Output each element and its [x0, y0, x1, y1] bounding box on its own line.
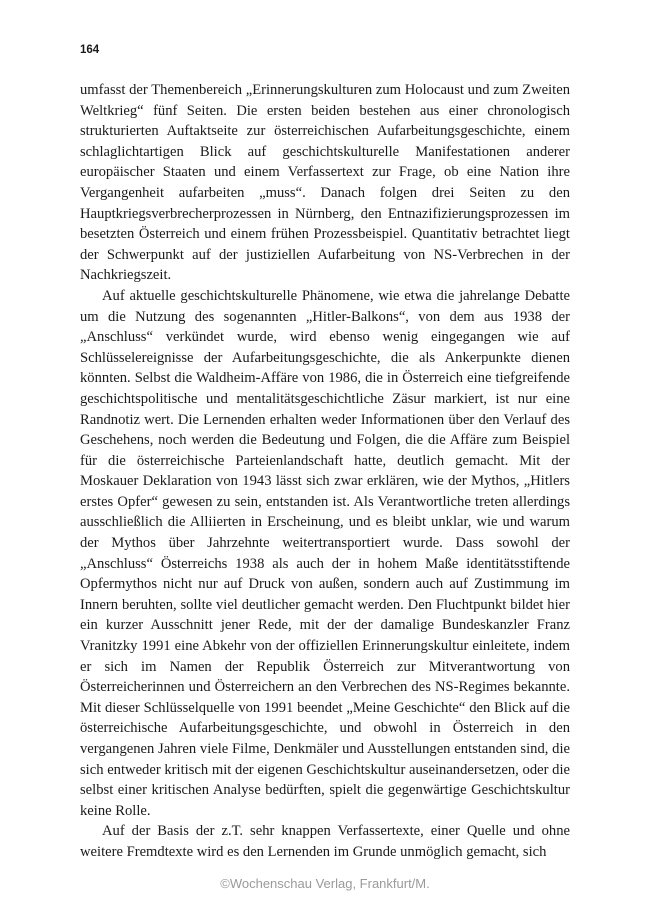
copyright-footer: ©Wochenschau Verlag, Frankfurt/M.: [220, 876, 430, 891]
paragraph-2: Auf aktuelle geschichtskulturelle Phänomene, wie etwa die jahrelange Debatte um die Nutzung des sogenannten „Hitler-Balkons“, von dem aus 1938 der „Anschluss“ verkündet wurde, wird ebenso wenig eingegangen wie auf Schlüsselereignisse der Aufarbeitungsgeschichte, die als Ankerpunkte dienen könnten. Selbst die Waldheim-Affäre von 1986, die in Österreich eine tiefgreifende geschichtspolitische und mentalitätsgeschichtliche Zäsur markiert, ist nur eine Randnotiz wert. Die Lernenden erhalten weder Informationen über den Verlauf des Geschehens, noch werden die Bedeutung und Folgen, die die Affäre zum Beispiel für die österreichische Parteienlandschaft hatte, deutlich gemacht. Mit der Moskauer Deklaration von 1943 lässt sich zwar erklären, wie der Mythos, „Hitlers erstes Opfer“ gewesen zu sein, entstanden ist. Als Verantwortliche treten allerdings ausschließlich die Alliierten in Erscheinung, und es bleibt unklar, wie und warum der Mythos über Jahrzehnte weitertransportiert wurde. Dass sowohl der „Anschluss“ Österreichs 1938 als auch der in hohem Maße identitätsstiftende Opfermythos nicht nur auf Druck von außen, sondern auch auf Zustimmung im Innern beruhten, sollte viel deutlicher gemacht werden. Den Fluchtpunkt bildet hier ein kurzer Ausschnitt jener Rede, mit der der damalige Bundeskanzler Franz Vranitzky 1991 eine Abkehr von der offiziellen Erinnerungskultur einleitete, indem er sich im Namen der Republik Österreich zur Mitverantwortung von Österreicherinnen und Österreichern an den Verbrechen des NS-Regimes bekannte. Mit dieser Schlüsselquelle von 1991 beendet „Meine Geschichte“ den Blick auf die österreichische Aufarbeitungsgeschichte, und obwohl in Österreich in den vergangenen Jahren viele Filme, Denkmäler und Ausstellungen entstanden sind, die sich entweder kritisch mit der eigenen Geschichtskultur auseinandersetzen, oder die selbst einer kritischen Analyse bedürften, spielt die gegenwärtige Geschichtskultur keine Rolle.: [80, 287, 570, 819]
paragraph-1: umfasst der Themenbereich „Erinnerungskulturen zum Holocaust und zum Zweiten Weltkrieg“ fünf Seiten. Die ersten beiden bestehen aus einer chronologisch strukturierten Auftaktseite zur österreichischen Aufarbeitungsgeschichte, einem schlaglichtartigen Blick auf geschichtskulturelle Manifestationen anderer europäischer Staaten und einem Verfassertext zur Frage, ob eine Nation ihre Vergangenheit aufarbeiten „muss“. Danach folgen drei Seiten zu den Hauptkriegsverbrecherprozessen in Nürnberg, den Entnazifizierungsprozessen im besetzten Österreich und einem frühen Prozessbeispiel. Quantitativ betrachtet liegt der Schwerpunkt auf der justiziellen Aufarbeitung von NS-Verbrechen in der Nachkriegszeit.: [80, 82, 570, 284]
page-number: 164: [80, 44, 100, 56]
body-text: [80, 80, 570, 863]
paragraph-3: Auf der Basis der z.T. sehr knappen Verfassertexte, einer Quelle und ohne weitere Fremdtexte wird es den Lernenden im Grunde unmöglich gemacht, sich: [80, 823, 570, 860]
